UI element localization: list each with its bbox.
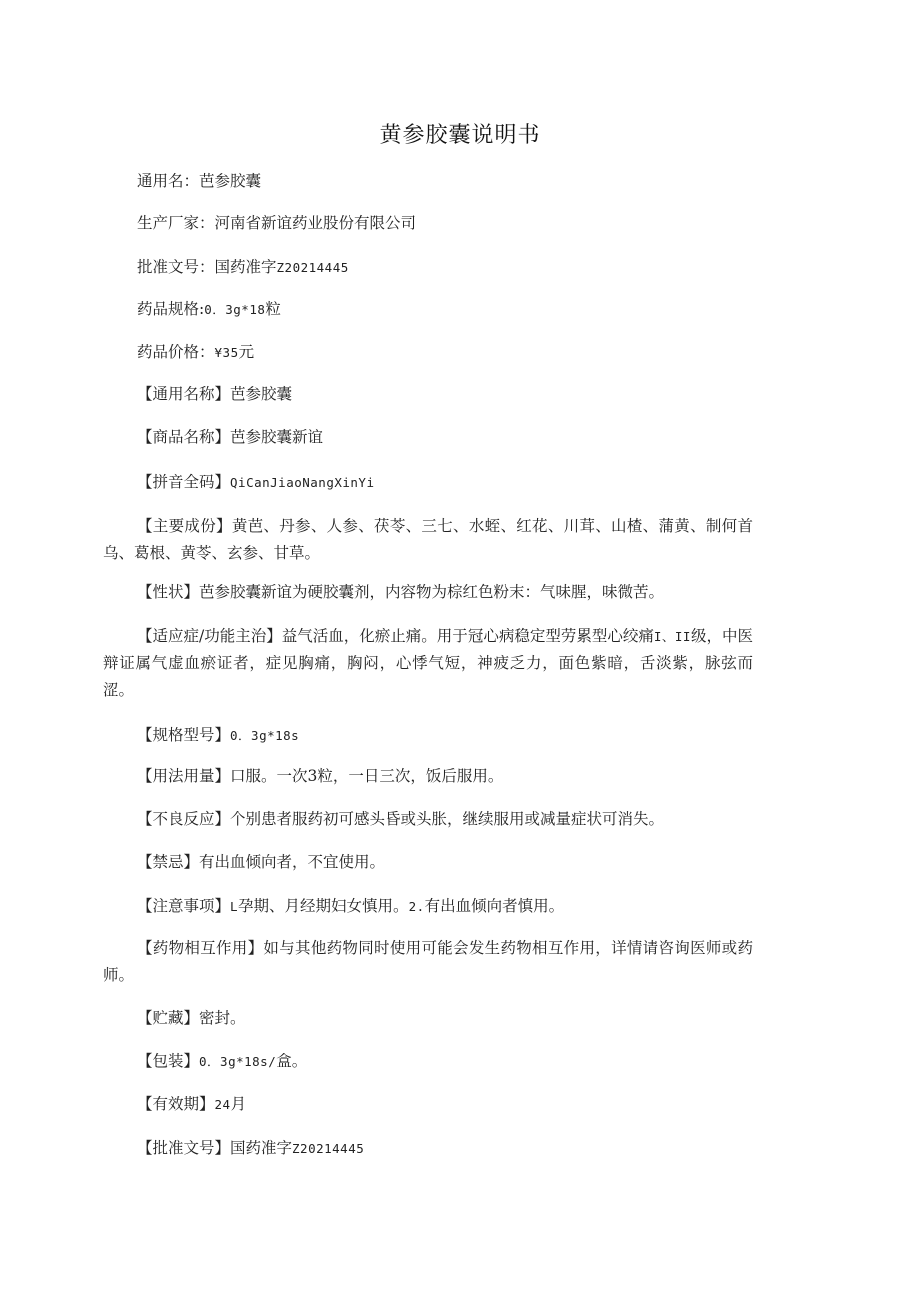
section-model: [103, 722, 753, 749]
ingredients-text: 黄芭、丹参、人参、茯苓、三七、水蛭、红花、川茸、山楂、蒲黄、制何首乌、葛根、黄苓、玄参、甘草。: [103, 517, 753, 562]
section-properties: [103, 579, 753, 606]
document-title: 黄参胶囊说明书: [379, 123, 541, 148]
approval-field: [137, 256, 349, 279]
model-label: 【规格型号】: [137, 726, 231, 744]
approval-code: Z20214445: [276, 260, 349, 275]
manufacturer-field: [137, 212, 416, 234]
section-common-name: [103, 381, 753, 408]
spec-suffix: 粒: [265, 300, 281, 318]
price-code: ¥35: [214, 345, 239, 360]
interactions-label: 【药物相互作用】: [137, 939, 264, 957]
package-text: 盒。: [276, 1052, 308, 1070]
validity-code: 24: [214, 1097, 231, 1112]
manufacturer-value: 河南省新谊药业股份有限公司: [214, 214, 417, 232]
section-contraindications: [103, 849, 753, 876]
section-indications: [103, 623, 753, 704]
approval-no-text: 国药准字: [230, 1139, 293, 1157]
section-usage: [103, 763, 753, 790]
usage-text: 口服。一次3粒，一日三次，饭后服用。: [230, 767, 504, 785]
precautions-text-b: 有出血倾向者慎用。: [424, 897, 565, 915]
pinyin-label: 【拼音全码】: [137, 473, 231, 491]
generic-name-field: [137, 170, 261, 192]
section-approval-no: [103, 1135, 753, 1162]
indications-text-a: 益气活血，化瘀止痛。用于冠心病稳定型劳累型心绞痛: [281, 627, 654, 645]
section-storage: [103, 1005, 753, 1032]
properties-label: 【性状】: [137, 583, 200, 601]
approval-no-label: 【批准文号】: [137, 1139, 231, 1157]
section-precautions: [103, 893, 753, 920]
precautions-text-a: 孕期、月经期妇女慎用。: [238, 897, 409, 915]
validity-text: 月: [230, 1095, 247, 1113]
spec-label: 药品规格:: [137, 300, 205, 318]
spec-code: 0．3g*18: [204, 302, 266, 317]
indications-label: 【适应症/功能主治】: [137, 627, 282, 645]
common-name-text: 芭参胶囊: [230, 385, 293, 403]
trade-name-label: 【商品名称】: [137, 428, 231, 446]
model-code: 0．3g*18s: [230, 728, 300, 743]
price-field: [137, 341, 254, 364]
adverse-label: 【不良反应】: [137, 810, 231, 828]
manufacturer-label: 生产厂家：: [137, 214, 215, 232]
validity-label: 【有效期】: [137, 1095, 215, 1113]
indications-code: I、II: [653, 629, 691, 644]
storage-text: 密封。: [199, 1009, 246, 1027]
section-adverse: [103, 806, 753, 833]
contraindications-text: 有出血倾向者，不宜使用。: [199, 853, 386, 871]
pinyin-code: QiCanJiaoNangXinYi: [230, 475, 375, 490]
ingredients-label: 【主要成份】: [137, 517, 232, 535]
properties-text: 芭参胶囊新谊为硬胶囊剂，内容物为棕红色粉末：气味腥，味微苦。: [199, 583, 665, 601]
approval-prefix: 国药准字: [214, 258, 277, 276]
storage-label: 【贮藏】: [137, 1009, 200, 1027]
section-validity: [103, 1091, 753, 1118]
precautions-code-a: L: [230, 899, 239, 914]
section-interactions: [103, 935, 753, 989]
package-label: 【包装】: [137, 1052, 200, 1070]
adverse-text: 个别患者服药初可感头昏或头胀，继续服用或减量症状可消失。: [230, 810, 665, 828]
section-package: [103, 1048, 753, 1075]
spec-field: [137, 298, 281, 321]
common-name-label: 【通用名称】: [137, 385, 231, 403]
price-suffix: 元: [238, 343, 255, 361]
section-trade-name: [103, 424, 753, 451]
generic-name-label: 通用名：: [137, 172, 200, 190]
trade-name-text: 芭参胶囊新谊: [230, 428, 324, 446]
interactions-text: 如与其他药物同时使用可能会发生药物相互作用，详情请咨询医师或药师。: [103, 939, 753, 984]
section-ingredients: [103, 513, 753, 567]
indications-text-b: 级，中医辩证属气虚血瘀证者，症见胸痛，胸闷，心悸气短，神疲乏力，面色紫暗，舌淡紫，脉弦而涩。: [103, 627, 753, 699]
price-label: 药品价格：: [137, 343, 215, 361]
approval-label: 批准文号：: [137, 258, 215, 276]
approval-no-code: Z20214445: [292, 1141, 365, 1156]
package-code: 0．3g*18s/: [199, 1054, 277, 1069]
section-pinyin: [103, 469, 753, 496]
usage-label: 【用法用量】: [137, 767, 231, 785]
precautions-code-b: 2.: [408, 899, 425, 914]
precautions-label: 【注意事项】: [137, 897, 231, 915]
contraindications-label: 【禁忌】: [137, 853, 200, 871]
generic-name-value: 芭参胶囊: [199, 172, 262, 190]
